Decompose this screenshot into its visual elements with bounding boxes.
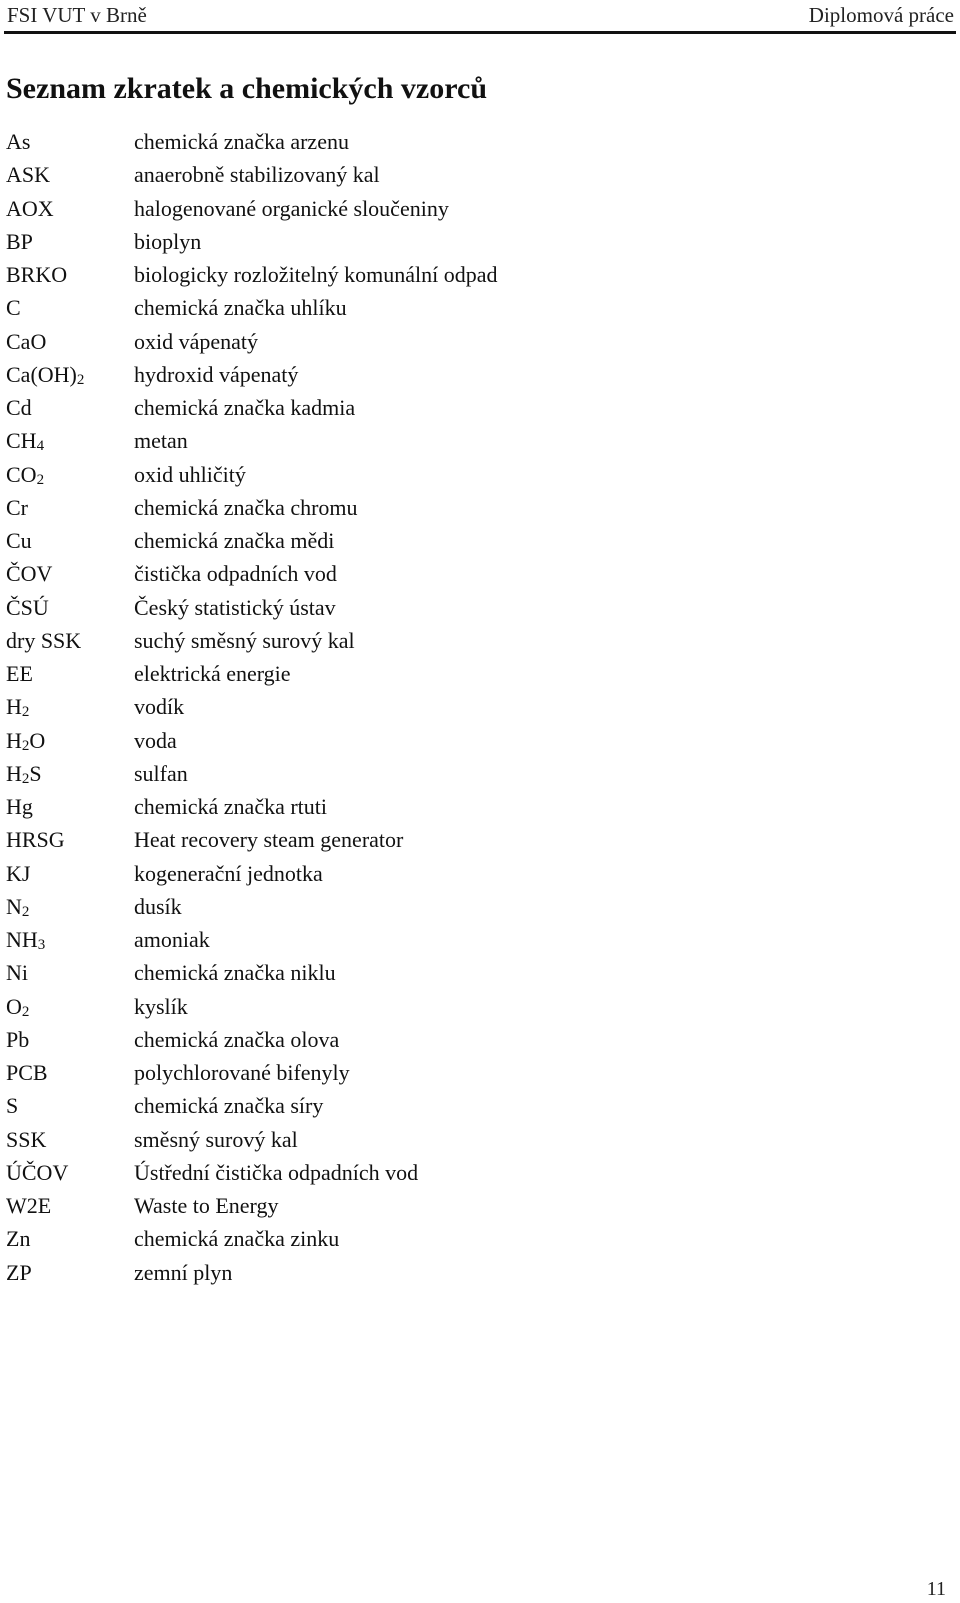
abbreviation-row xyxy=(6,291,946,324)
abbreviation-description: polychlorované bifenyly xyxy=(134,1060,350,1085)
abbreviation-code xyxy=(6,192,54,225)
abbreviation-description: kogenerační jednotka xyxy=(134,860,323,886)
abbreviation-code-base: H xyxy=(6,760,22,786)
abbreviation-row xyxy=(6,391,946,424)
abbreviation-row xyxy=(6,557,946,590)
abbreviation-code-subscript: 2 xyxy=(36,471,45,488)
abbreviation-code-subscript: 2 xyxy=(21,737,30,754)
abbreviation-code-base: Cd xyxy=(6,395,32,420)
abbreviation-list xyxy=(6,125,946,1289)
abbreviation-description: chemická značka uhlíku xyxy=(134,295,347,321)
abbreviation-code-subscript: 2 xyxy=(21,704,30,721)
abbreviation-row xyxy=(6,657,946,690)
abbreviation-row xyxy=(6,1023,946,1056)
abbreviation-row xyxy=(6,923,946,956)
abbreviation-code-tail: O xyxy=(29,727,46,753)
abbreviation-code-base: CO xyxy=(6,461,37,487)
abbreviation-description: oxid vápenatý xyxy=(134,328,259,354)
abbreviation-row xyxy=(6,790,946,823)
abbreviation-description: chemická značka niklu xyxy=(134,960,336,986)
abbreviation-description: zemní plyn xyxy=(134,1259,233,1285)
abbreviation-code xyxy=(6,823,65,856)
abbreviation-description: suchý směsný surový kal xyxy=(134,627,355,653)
abbreviation-code xyxy=(6,857,30,890)
abbreviation-code-subscript: 3 xyxy=(37,937,46,953)
abbreviation-row xyxy=(6,823,946,856)
abbreviation-code-subscript: 2 xyxy=(21,903,30,920)
page-header xyxy=(0,0,960,36)
abbreviation-code xyxy=(6,657,33,690)
abbreviation-row xyxy=(6,724,946,757)
abbreviation-description: sulfan xyxy=(134,760,188,786)
abbreviation-row xyxy=(6,524,946,557)
abbreviation-row xyxy=(6,424,946,457)
page-number: 11 xyxy=(926,1578,946,1600)
abbreviation-code-base: Cu xyxy=(6,528,32,553)
abbreviation-code-base: BRKO xyxy=(6,262,68,287)
abbreviation-code xyxy=(6,1256,32,1289)
abbreviation-code-base: Ca(OH) xyxy=(6,361,77,387)
abbreviation-description: chemická značka rtuti xyxy=(134,794,328,819)
abbreviation-description: hydroxid vápenatý xyxy=(134,361,299,387)
abbreviation-description: dusík xyxy=(134,893,182,919)
abbreviation-description: Heat recovery steam generator xyxy=(134,827,404,853)
abbreviation-code-base: ASK xyxy=(6,162,51,188)
abbreviation-description: chemická značka arzenu xyxy=(134,129,349,154)
abbreviation-code-subscript: 2 xyxy=(21,1003,30,1020)
abbreviation-code-base: PCB xyxy=(6,1060,48,1085)
abbreviation-row xyxy=(6,690,946,723)
abbreviation-code xyxy=(6,1156,68,1189)
abbreviation-code-base: KJ xyxy=(6,860,31,886)
abbreviation-description: amoniak xyxy=(134,927,210,952)
abbreviation-code xyxy=(6,591,49,624)
abbreviation-code xyxy=(6,225,33,258)
abbreviation-row xyxy=(6,1156,946,1189)
header-institution: FSI VUT v Brně xyxy=(7,3,147,27)
abbreviation-code xyxy=(6,1089,18,1122)
abbreviation-description: metan xyxy=(134,428,188,454)
abbreviation-description: chemická značka kadmia xyxy=(134,395,356,420)
abbreviation-code xyxy=(6,158,50,191)
abbreviation-row xyxy=(6,1189,946,1222)
abbreviation-row xyxy=(6,1256,946,1289)
abbreviation-row xyxy=(6,1056,946,1089)
abbreviation-code-base: C xyxy=(6,295,21,321)
abbreviation-description: směsný surový kal xyxy=(134,1126,298,1152)
abbreviation-row xyxy=(6,258,946,291)
abbreviation-row xyxy=(6,1222,946,1255)
abbreviation-description: Ústřední čistička odpadních vod xyxy=(134,1159,419,1185)
abbreviation-code-base: Zn xyxy=(6,1226,31,1252)
abbreviation-code-base: H xyxy=(6,727,22,753)
abbreviation-description: chemická značka olova xyxy=(134,1026,340,1052)
abbreviation-code xyxy=(6,1222,30,1255)
abbreviation-code-base: CaO xyxy=(6,328,47,354)
abbreviation-description: oxid uhličitý xyxy=(134,461,246,487)
abbreviation-code-base: CH xyxy=(6,428,37,454)
abbreviation-code-tail: S xyxy=(29,760,42,786)
abbreviation-code-base: Cr xyxy=(6,494,28,520)
abbreviation-row xyxy=(6,1123,946,1156)
abbreviation-code-subscript: 2 xyxy=(76,371,85,388)
abbreviation-description: anaerobně stabilizovaný kal xyxy=(134,162,380,188)
abbreviation-code xyxy=(6,291,21,324)
abbreviation-row xyxy=(6,325,946,358)
abbreviation-row xyxy=(6,192,946,225)
abbreviation-row xyxy=(6,491,946,524)
abbreviation-row xyxy=(6,956,946,989)
abbreviation-code-base: S xyxy=(6,1093,19,1119)
abbreviation-description: chemická značka zinku xyxy=(134,1226,340,1252)
abbreviation-code xyxy=(6,258,67,291)
abbreviation-row xyxy=(6,857,946,890)
abbreviation-code-base: ČSÚ xyxy=(6,594,49,620)
abbreviation-row xyxy=(6,125,946,158)
abbreviation-row xyxy=(6,458,946,491)
abbreviation-code xyxy=(6,325,46,358)
abbreviation-code xyxy=(6,1189,51,1222)
abbreviation-code-base: SSK xyxy=(6,1126,47,1152)
abbreviation-code-base: BP xyxy=(6,228,33,254)
abbreviation-code-base: O xyxy=(6,993,22,1019)
abbreviation-row xyxy=(6,1089,946,1122)
abbreviation-description: voda xyxy=(134,727,177,753)
abbreviation-code xyxy=(6,125,30,158)
abbreviation-code xyxy=(6,391,32,424)
abbreviation-code-base: As xyxy=(6,129,31,154)
abbreviation-row xyxy=(6,225,946,258)
abbreviation-code-base: NH xyxy=(6,927,38,952)
abbreviation-row xyxy=(6,358,946,391)
abbreviation-code xyxy=(6,956,28,989)
abbreviation-description: kyslík xyxy=(134,993,188,1019)
abbreviation-row xyxy=(6,591,946,624)
abbreviation-description: elektrická energie xyxy=(134,661,291,686)
abbreviation-code-base: Pb xyxy=(6,1026,30,1052)
header-divider xyxy=(4,31,956,34)
header-document-type: Diplomová práce xyxy=(808,3,954,27)
page-title: Seznam zkratek a chemických vzorců xyxy=(6,72,488,105)
abbreviation-code-base: N xyxy=(6,893,22,919)
abbreviation-code-base: H xyxy=(6,694,22,720)
abbreviation-description: Waste to Energy xyxy=(134,1193,279,1218)
abbreviation-code-base: ZP xyxy=(6,1259,32,1285)
abbreviation-row xyxy=(6,624,946,657)
abbreviation-row xyxy=(6,158,946,191)
abbreviation-code-base: EE xyxy=(6,661,33,686)
abbreviation-code xyxy=(6,624,81,657)
abbreviation-description: čistička odpadních vod xyxy=(134,561,337,587)
abbreviation-row xyxy=(6,757,946,790)
abbreviation-code xyxy=(6,790,33,823)
abbreviation-code-base: HRSG xyxy=(6,827,65,853)
abbreviation-description: biologicky rozložitelný komunální odpad xyxy=(134,262,498,287)
abbreviation-code-base: dry SSK xyxy=(6,627,82,653)
abbreviation-code-subscript: 4 xyxy=(36,438,45,455)
abbreviation-code xyxy=(6,491,28,524)
abbreviation-code-base: Ni xyxy=(6,960,28,986)
abbreviation-description: chemická značka chromu xyxy=(134,494,358,520)
abbreviation-code xyxy=(6,557,52,590)
abbreviation-description: vodík xyxy=(134,694,185,720)
abbreviation-description: bioplyn xyxy=(134,228,202,254)
abbreviation-code xyxy=(6,1056,48,1089)
abbreviation-code-base: Hg xyxy=(6,794,33,819)
abbreviation-row xyxy=(6,890,946,923)
abbreviation-code-base: ČOV xyxy=(6,561,53,587)
abbreviation-description: halogenované organické sloučeniny xyxy=(134,195,449,221)
abbreviation-description: chemická značka mědi xyxy=(134,528,335,553)
abbreviation-code xyxy=(6,1023,29,1056)
abbreviation-code-base: AOX xyxy=(6,195,54,221)
abbreviation-code xyxy=(6,524,32,557)
abbreviation-code-subscript: 2 xyxy=(21,770,30,787)
abbreviation-code-base: W2E xyxy=(6,1193,52,1218)
abbreviation-description: chemická značka síry xyxy=(134,1093,324,1119)
abbreviation-row xyxy=(6,990,946,1023)
abbreviation-code-base: ÚČOV xyxy=(6,1159,69,1185)
abbreviation-description: Český statistický ústav xyxy=(134,594,336,620)
abbreviation-code xyxy=(6,1123,46,1156)
